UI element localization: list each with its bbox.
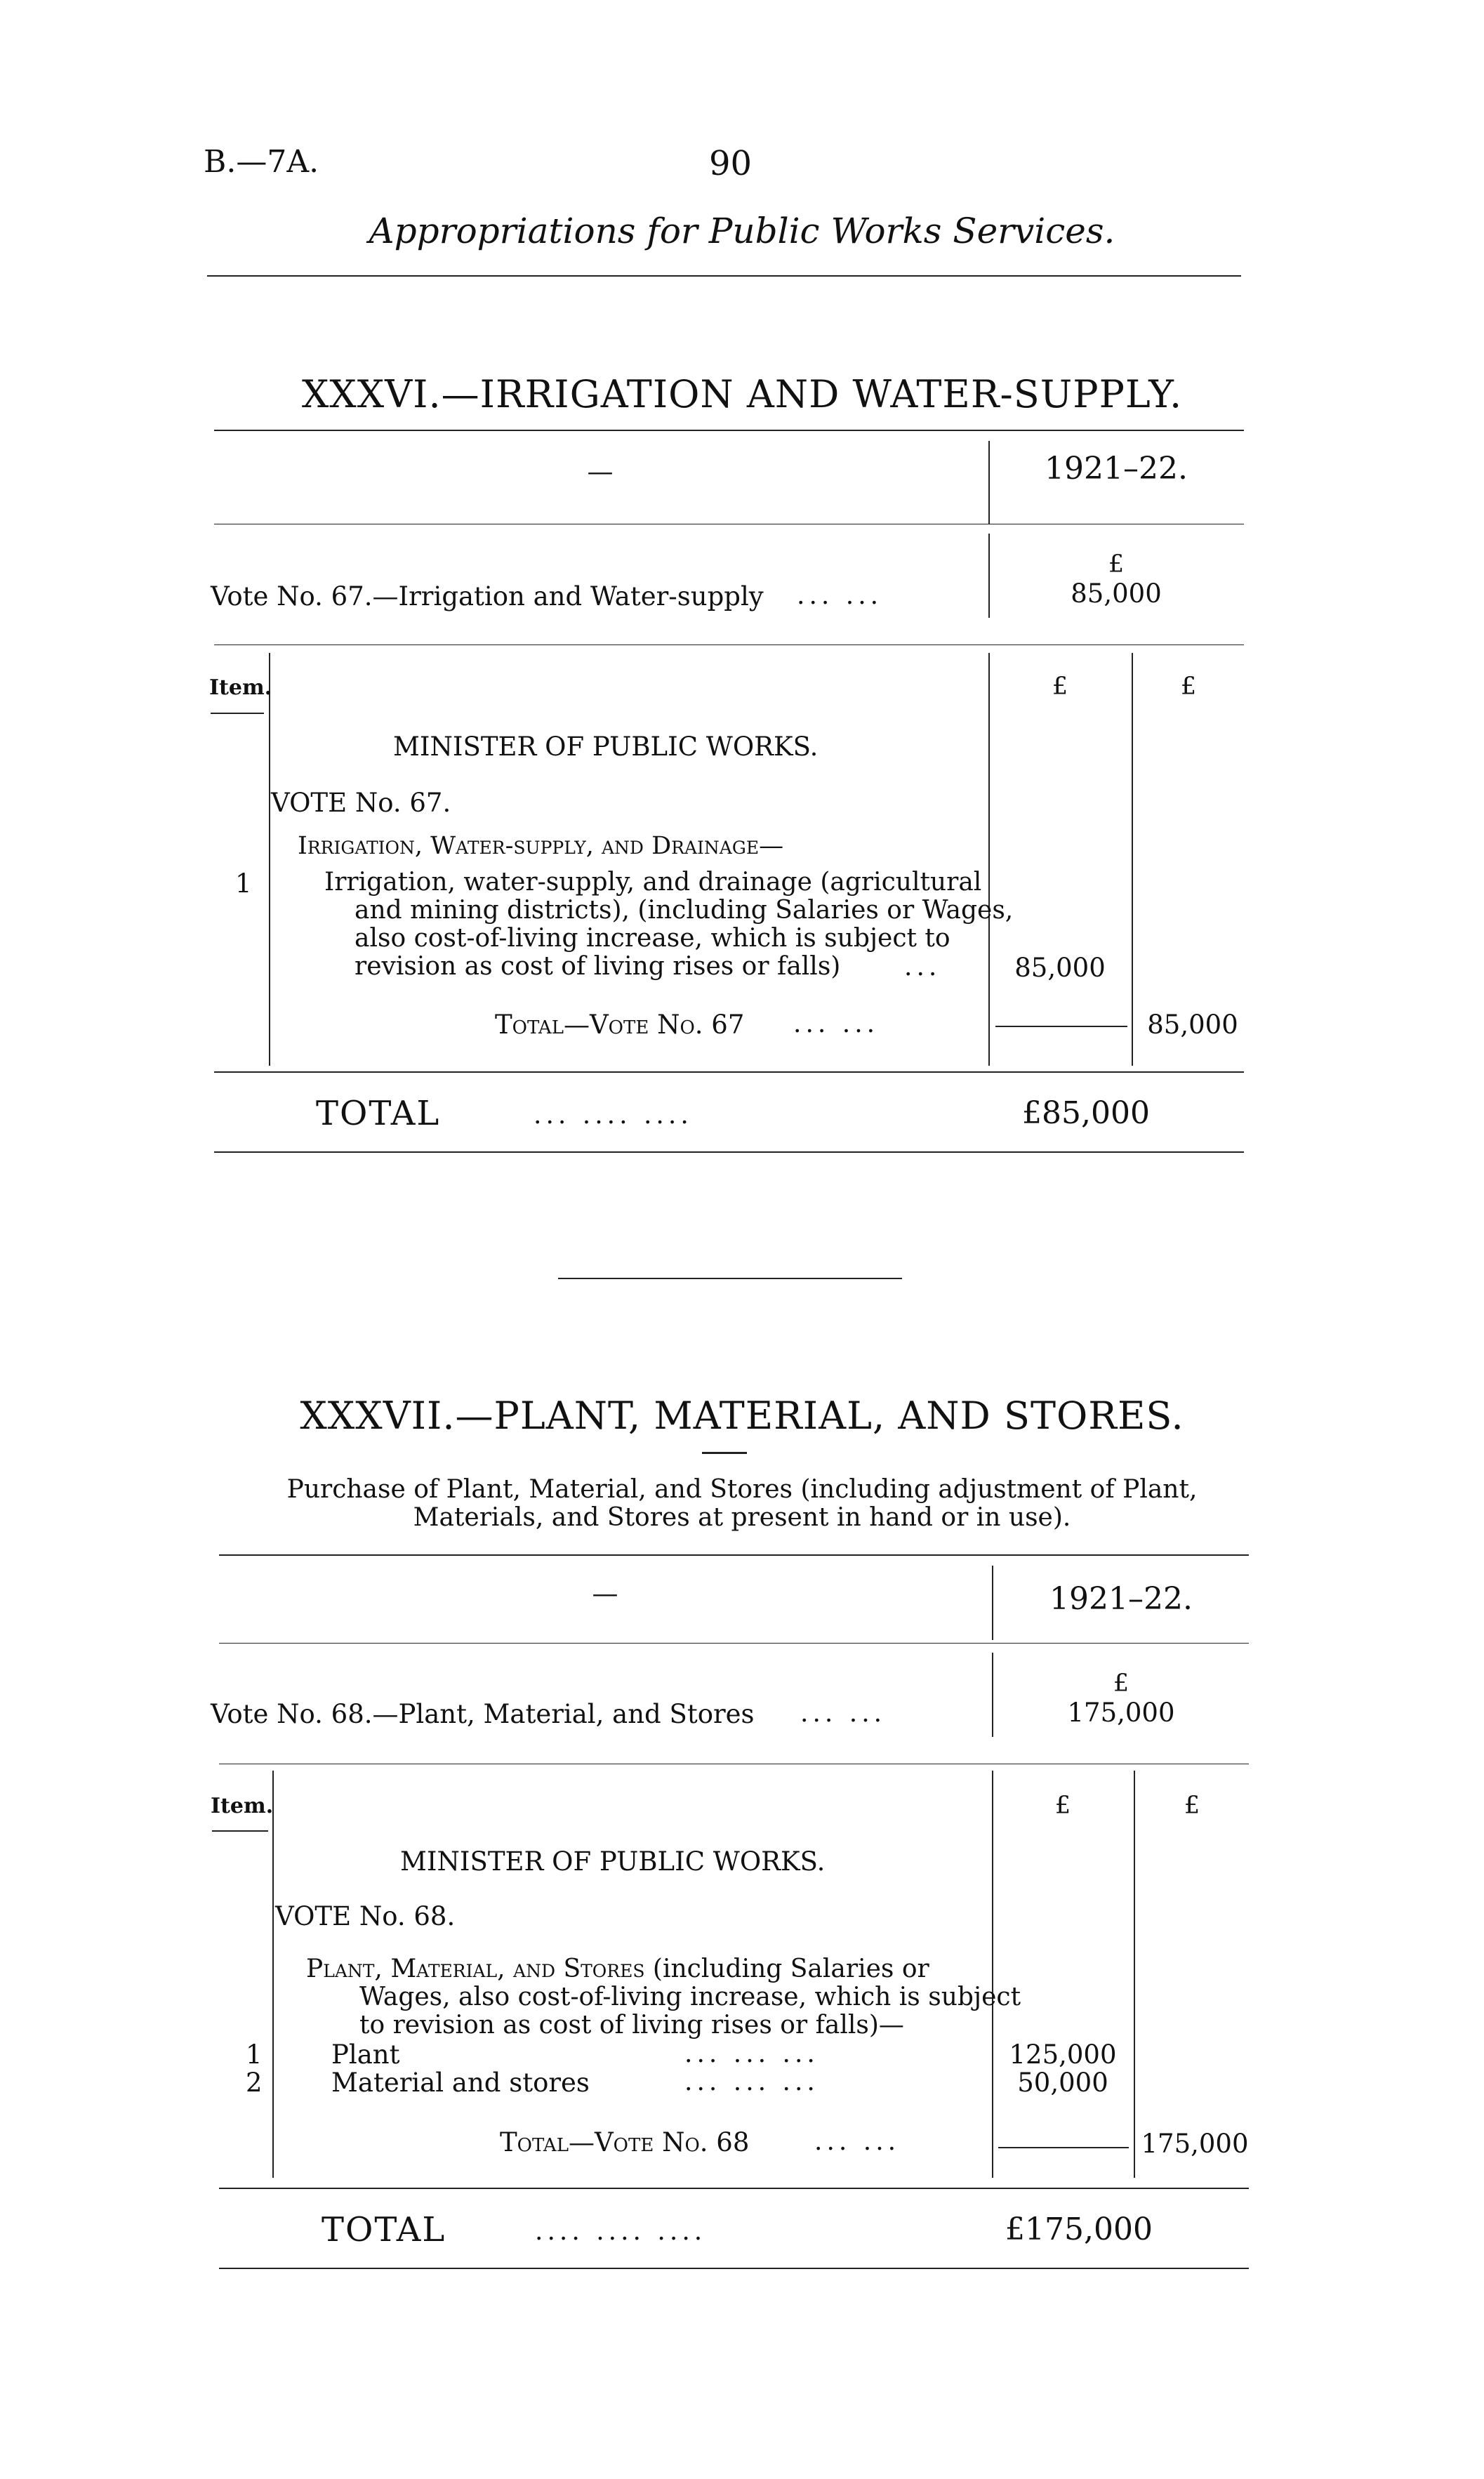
s2-vote-heading: VOTE No. 68. bbox=[275, 1901, 456, 1931]
s2-subhead bbox=[306, 1955, 929, 1983]
s1-total-vote-dots: ... ... bbox=[793, 1010, 880, 1038]
s1-summary-top-rule bbox=[214, 430, 1244, 431]
s1-total-top-rule bbox=[214, 1071, 1244, 1073]
s2-item-number-2: 2 bbox=[246, 2068, 263, 2098]
s1-grand-total-label: TOTAL bbox=[316, 1094, 441, 1133]
s2-col-pound-1: £ bbox=[1054, 1792, 1071, 1820]
s1-item-text-3: also cost-of-living increase, which is subject to bbox=[355, 924, 950, 953]
s1-grand-total-dots: ... .... .... bbox=[534, 1101, 693, 1130]
document-code: B.—7A. bbox=[204, 144, 319, 180]
s1-sum-rule bbox=[995, 1026, 1127, 1027]
s1-item-header: Item. bbox=[209, 675, 272, 700]
s1-minister-heading: MINISTER OF PUBLIC WORKS. bbox=[393, 732, 819, 762]
s2-subhead-line-3: to revision as cost of living rises or falls)— bbox=[359, 2011, 904, 2040]
s2-total-bottom-rule bbox=[219, 2268, 1249, 2269]
s1-vote-amount: 85,000 bbox=[1071, 579, 1162, 609]
s2-sum-rule bbox=[998, 2147, 1129, 2148]
s2-vote-dots: ... ... bbox=[800, 1699, 887, 1728]
s2-total-divider bbox=[1134, 1771, 1135, 2178]
s2-grand-total-label: TOTAL bbox=[322, 2210, 446, 2249]
s1-item-amount: 85,000 bbox=[1014, 953, 1106, 983]
s2-amount-divider bbox=[992, 1771, 993, 2178]
s1-summary-bottom-rule bbox=[214, 644, 1244, 645]
s1-total-vote-label: Total—Vote No. 67 bbox=[495, 1010, 745, 1040]
s2-total-vote-dots: ... ... bbox=[814, 2127, 901, 2156]
s2-item-dots-2: ... ... ... bbox=[684, 2068, 819, 2096]
s2-title-underline bbox=[702, 1452, 747, 1454]
s2-item-amount-1: 125,000 bbox=[1009, 2040, 1117, 2070]
s2-minister-heading: MINISTER OF PUBLIC WORKS. bbox=[400, 1846, 826, 1877]
s1-summary-dash: — bbox=[587, 456, 614, 487]
s2-subhead-rest: (including Salaries or bbox=[644, 1955, 929, 1983]
s2-subhead-line-2: Wages, also cost-of-living increase, which is subject bbox=[359, 1983, 1021, 2011]
page-number: 90 bbox=[709, 144, 753, 183]
s2-vote-amount: 175,000 bbox=[1067, 1698, 1175, 1728]
s1-subhead: Irrigation, Water-supply, and Drainage— bbox=[298, 832, 784, 860]
s2-item-header: Item. bbox=[211, 1794, 274, 1818]
s2-total-vote-label: Total—Vote No. 68 bbox=[500, 2127, 750, 2157]
s2-vote-pound: £ bbox=[1113, 1670, 1129, 1698]
s2-item-dots-1: ... ... ... bbox=[684, 2040, 819, 2068]
s1-vote-pound: £ bbox=[1108, 550, 1125, 579]
s1-item-text-2: and mining districts), (including Salaries or Wages, bbox=[355, 896, 1014, 925]
s1-item-divider bbox=[269, 653, 270, 1066]
s2-year-heading: 1921–22. bbox=[1049, 1581, 1193, 1617]
s1-vote-heading: VOTE No. 67. bbox=[271, 788, 451, 818]
s1-vote-label: Vote No. 67.—Irrigation and Water-supply bbox=[211, 581, 764, 612]
s2-grand-total-amount: £175,000 bbox=[1005, 2212, 1153, 2247]
s2-intro-line-1: Purchase of Plant, Material, and Stores (including adjustment of Plant, bbox=[286, 1475, 1198, 1504]
section-separator bbox=[558, 1278, 902, 1279]
s1-col-pound-1: £ bbox=[1052, 673, 1068, 701]
s2-total-vote-amount: 175,000 bbox=[1141, 2129, 1249, 2159]
s1-item-text-1: Irrigation, water-supply, and drainage (agricultural bbox=[324, 868, 982, 897]
s1-vote-dots: ... ... bbox=[797, 581, 883, 610]
s2-total-top-rule bbox=[219, 2188, 1249, 2189]
s1-col-pound-2: £ bbox=[1180, 673, 1197, 701]
s2-item-label-2: Material and stores bbox=[331, 2068, 590, 2098]
s2-vote-label: Vote No. 68.—Plant, Material, and Stores bbox=[211, 1699, 755, 1729]
s2-col-pound-2: £ bbox=[1184, 1792, 1200, 1820]
s2-subhead-caps: Plant, Material, and Stores bbox=[306, 1955, 645, 1983]
s1-total-vote-amount: 85,000 bbox=[1147, 1010, 1238, 1040]
section1-title: XXXVI.—IRRIGATION AND WATER-SUPPLY. bbox=[301, 372, 1183, 416]
s2-item-divider bbox=[272, 1771, 274, 2178]
s1-grand-total-amount: £85,000 bbox=[1022, 1095, 1150, 1131]
s2-grand-total-dots: .... .... .... bbox=[535, 2217, 707, 2246]
s2-summary-mid-rule bbox=[219, 1643, 1249, 1644]
s1-item-text-4: revision as cost of living rises or falls) bbox=[355, 952, 841, 981]
s2-summary-top-rule bbox=[219, 1554, 1249, 1556]
s2-item-header-rule bbox=[212, 1830, 268, 1832]
s2-item-label-1: Plant bbox=[331, 2040, 400, 2070]
header-rule bbox=[207, 275, 1241, 277]
s1-item-number: 1 bbox=[235, 868, 252, 899]
s1-year-heading: 1921–22. bbox=[1045, 451, 1188, 487]
s1-total-divider bbox=[1132, 653, 1133, 1066]
s2-item-number-1: 1 bbox=[246, 2040, 263, 2070]
s2-intro-line-2: Materials, and Stores at present in hand or in use). bbox=[413, 1503, 1071, 1532]
s2-summary-dash: — bbox=[592, 1578, 618, 1608]
s1-total-bottom-rule bbox=[214, 1151, 1244, 1153]
s1-item-dots: ... bbox=[904, 953, 941, 981]
s2-item-amount-2: 50,000 bbox=[1017, 2068, 1108, 2098]
s1-amount-divider bbox=[988, 653, 990, 1066]
section2-title: XXXVII.—PLANT, MATERIAL, AND STORES. bbox=[300, 1394, 1184, 1438]
page-title: Appropriations for Public Works Services. bbox=[369, 211, 1115, 251]
s1-item-header-rule bbox=[211, 713, 264, 714]
